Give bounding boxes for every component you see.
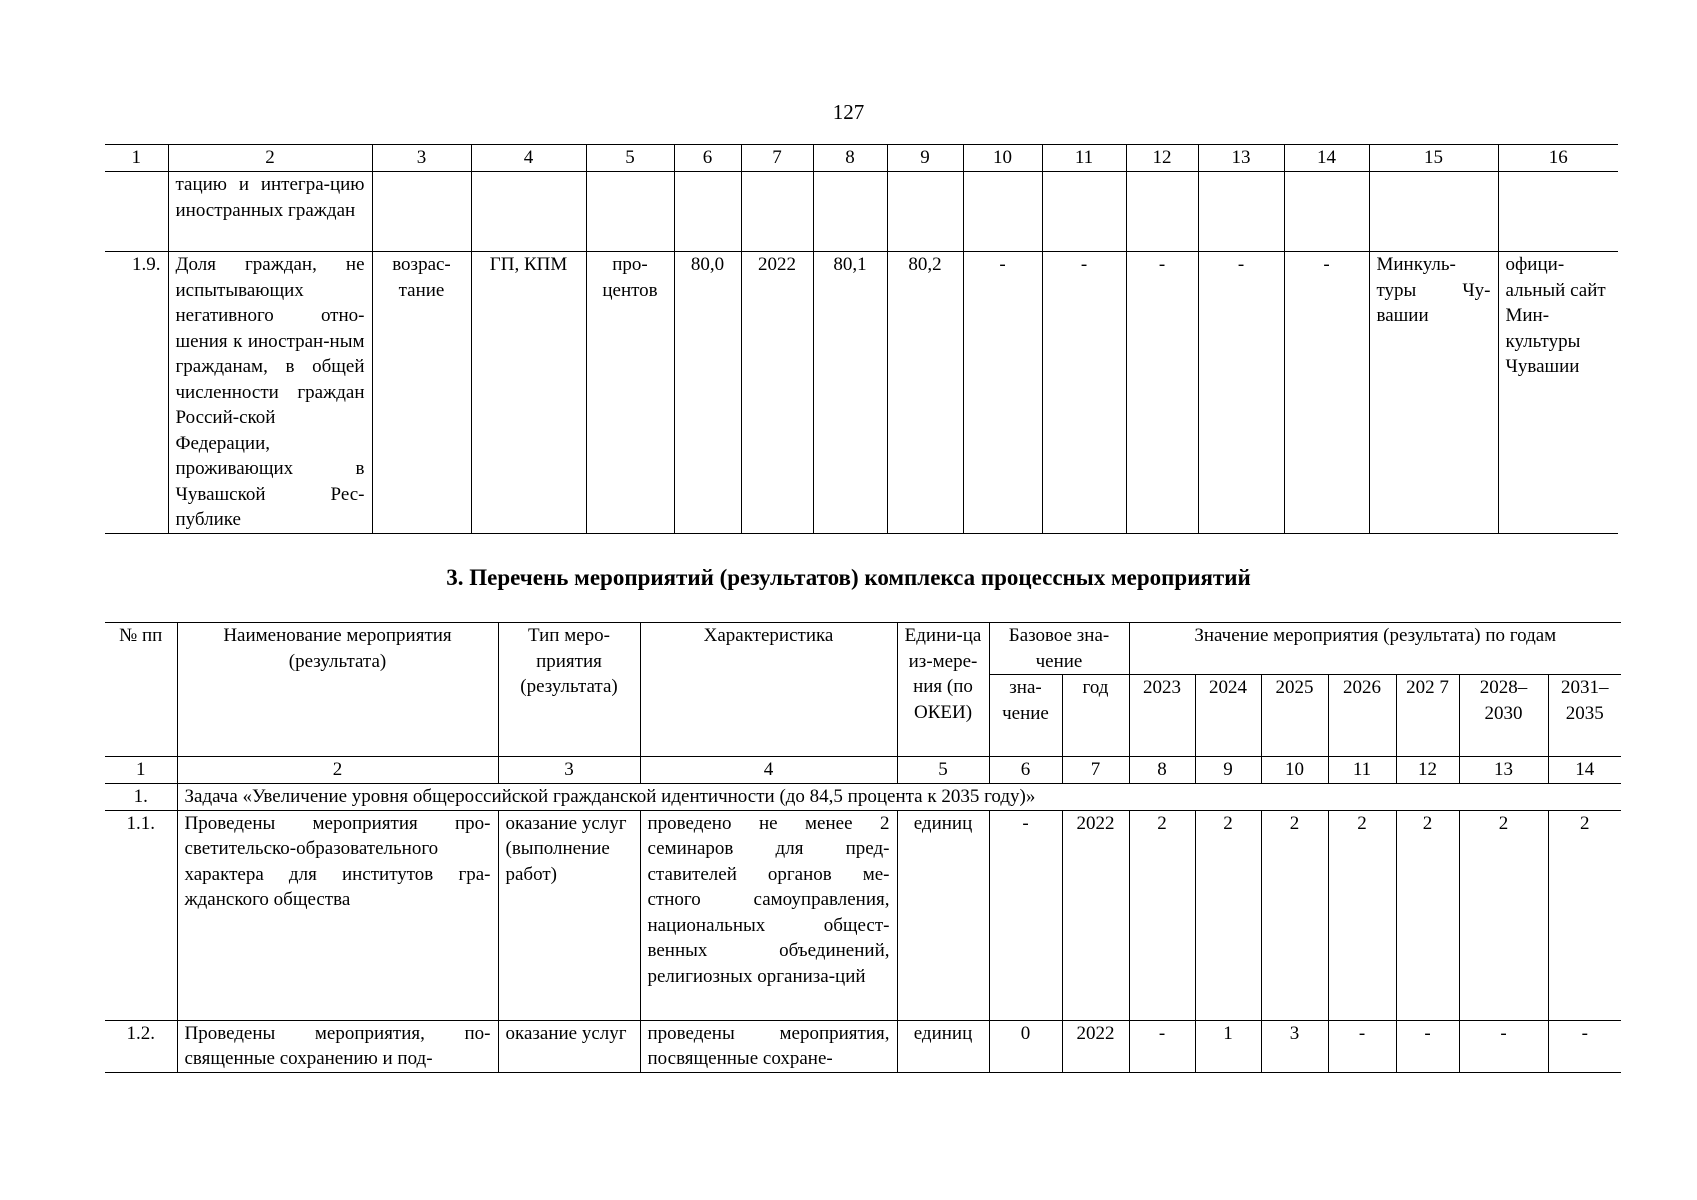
activity-characteristic: проведены мероприятия, посвященные сохране- <box>640 1020 897 1072</box>
unit: единиц <box>897 810 989 1020</box>
data-source: офици-альный сайт Мин-культуры Чувашии <box>1498 252 1618 534</box>
column-number: 1 <box>105 757 177 784</box>
table-row <box>105 172 1618 252</box>
activity-name: Проведены мероприятия про-светительско-образовательного характера для институтов гра-жданского общества <box>177 810 498 1020</box>
value-2026: 2 <box>1328 810 1396 1020</box>
value-2026: - <box>1328 1020 1396 1072</box>
header-row <box>105 623 1621 675</box>
value-2027: - <box>1396 1020 1459 1072</box>
header-year: 2028–2030 <box>1459 675 1548 757</box>
row-number: 1.1. <box>105 810 177 1020</box>
base-year: 2022 <box>1062 1020 1129 1072</box>
column-number: 7 <box>741 145 813 172</box>
header-year: 202 7 <box>1396 675 1459 757</box>
responsible-body: Минкуль-туры Чу-вашии <box>1369 252 1498 534</box>
column-number: 3 <box>372 145 471 172</box>
value-2023: - <box>1129 1020 1195 1072</box>
header-num: № пп <box>105 623 177 757</box>
column-number: 12 <box>1396 757 1459 784</box>
column-number-row <box>105 145 1618 172</box>
header-base-year: год <box>1062 675 1129 757</box>
table-row <box>105 810 1621 1020</box>
task-text: Задача «Увеличение уровня общероссийской гражданской идентичности (до 84,5 процента к 2035 году)» <box>177 783 1621 810</box>
value-2025: 3 <box>1261 1020 1328 1072</box>
indicator-name: Доля граждан, не испытывающих негативного отно-шения к иностран-ным гражданам, в общей численности граждан Россий-ской Федерации, проживающих в Чувашской Рес-публике <box>168 252 372 534</box>
header-year: 2025 <box>1261 675 1328 757</box>
column-number: 12 <box>1126 145 1198 172</box>
column-number: 11 <box>1328 757 1396 784</box>
value-2025: 2 <box>1261 810 1328 1020</box>
header-base-value: зна-чение <box>989 675 1062 757</box>
unit: про-центов <box>586 252 674 534</box>
column-number: 6 <box>989 757 1062 784</box>
value-col-14: - <box>1284 252 1369 534</box>
column-number: 6 <box>674 145 741 172</box>
column-number: 5 <box>897 757 989 784</box>
activity-name: Проведены мероприятия, по-священные сохранению и под- <box>177 1020 498 1072</box>
column-number: 9 <box>1195 757 1261 784</box>
column-number: 4 <box>471 145 586 172</box>
column-number: 8 <box>813 145 887 172</box>
value-col-13: - <box>1198 252 1284 534</box>
header-base: Базовое зна-чение <box>989 623 1129 675</box>
column-number: 3 <box>498 757 640 784</box>
task-number: 1. <box>105 783 177 810</box>
column-number: 8 <box>1129 757 1195 784</box>
activity-type: оказание услуг <box>498 1020 640 1072</box>
base-value: 80,0 <box>674 252 741 534</box>
value-2023: 2 <box>1129 810 1195 1020</box>
column-number: 10 <box>1261 757 1328 784</box>
column-number: 14 <box>1284 145 1369 172</box>
base-value: - <box>989 810 1062 1020</box>
column-number: 1 <box>105 145 168 172</box>
header-characteristic: Характеристика <box>640 623 897 757</box>
header-year: 2026 <box>1328 675 1396 757</box>
activity-characteristic: проведено не менее 2 семинаров для пред-ставителей органов ме-стного самоуправления, национальных общест-венных объединений, религиозных организа-ций <box>640 810 897 1020</box>
activities-table <box>105 622 1621 1073</box>
header-year: 2024 <box>1195 675 1261 757</box>
base-year: 2022 <box>1062 810 1129 1020</box>
direction: возрас-тание <box>372 252 471 534</box>
indicators-table <box>105 144 1618 534</box>
column-number: 13 <box>1198 145 1284 172</box>
value-col-10: - <box>963 252 1042 534</box>
column-number: 13 <box>1459 757 1548 784</box>
value-2023: 80,1 <box>813 252 887 534</box>
task-row <box>105 783 1621 810</box>
column-number: 4 <box>640 757 897 784</box>
value-col-12: - <box>1126 252 1198 534</box>
column-number: 5 <box>586 145 674 172</box>
section-title: 3. Перечень мероприятий (результатов) комплекса процессных мероприятий <box>446 565 1251 590</box>
activity-type: оказание услуг (выполнение работ) <box>498 810 640 1020</box>
header-unit: Едини-ца из-мере-ния (по ОКЕИ) <box>897 623 989 757</box>
row-number: 1.2. <box>105 1020 177 1072</box>
value-2031-2035: - <box>1548 1020 1621 1072</box>
column-number-row <box>105 757 1621 784</box>
table-row <box>105 1020 1621 1072</box>
column-number: 16 <box>1498 145 1618 172</box>
value-2028-2030: 2 <box>1459 810 1548 1020</box>
column-number: 2 <box>177 757 498 784</box>
base-year: 2022 <box>741 252 813 534</box>
level: ГП, КПМ <box>471 252 586 534</box>
column-number: 2 <box>168 145 372 172</box>
value-2024: 80,2 <box>887 252 963 534</box>
table-row <box>105 252 1618 534</box>
column-number: 7 <box>1062 757 1129 784</box>
value-2024: 2 <box>1195 810 1261 1020</box>
unit: единиц <box>897 1020 989 1072</box>
base-value: 0 <box>989 1020 1062 1072</box>
header-values-by-year: Значение мероприятия (результата) по годам <box>1129 623 1621 675</box>
column-number: 15 <box>1369 145 1498 172</box>
column-number: 11 <box>1042 145 1126 172</box>
value-2024: 1 <box>1195 1020 1261 1072</box>
column-number: 9 <box>887 145 963 172</box>
header-year: 2023 <box>1129 675 1195 757</box>
value-col-11: - <box>1042 252 1126 534</box>
column-number: 10 <box>963 145 1042 172</box>
header-type: Тип меро-приятия (результата) <box>498 623 640 757</box>
page-number: 127 <box>832 100 865 124</box>
column-number: 14 <box>1548 757 1621 784</box>
row-number: 1.9. <box>105 252 168 534</box>
header-name: Наименование мероприятия (результата) <box>177 623 498 757</box>
value-2028-2030: - <box>1459 1020 1548 1072</box>
header-year: 2031–2035 <box>1548 675 1621 757</box>
indicator-name: тацию и интегра-цию иностранных граждан <box>168 172 372 252</box>
value-2031-2035: 2 <box>1548 810 1621 1020</box>
value-2027: 2 <box>1396 810 1459 1020</box>
